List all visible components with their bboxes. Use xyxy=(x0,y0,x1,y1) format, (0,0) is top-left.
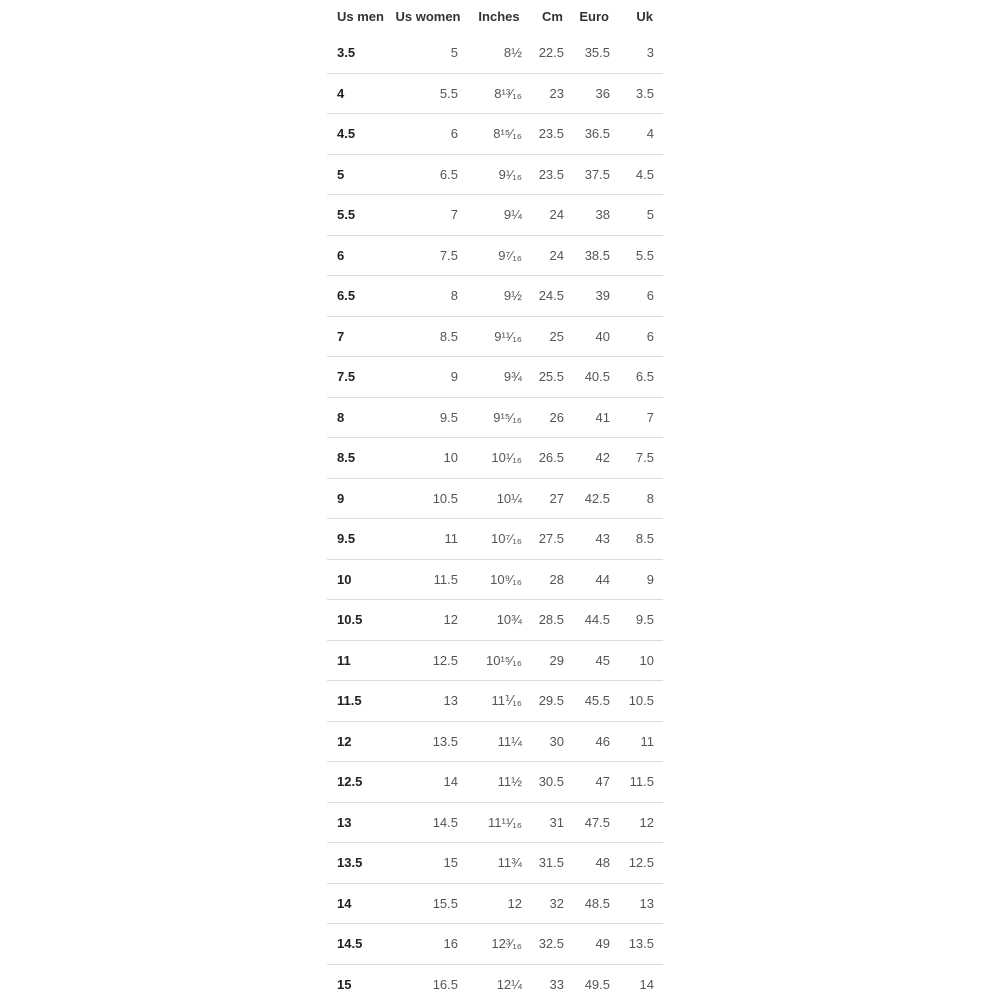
table-row xyxy=(327,438,663,479)
cell-cm: 33 xyxy=(549,976,564,992)
cell-cm: 24.5 xyxy=(531,276,573,317)
cell-us-women: 6 xyxy=(389,114,467,155)
cell-uk: 12 xyxy=(619,802,663,843)
cell-us-men: 9.5 xyxy=(327,519,389,560)
cell-us-men: 8.5 xyxy=(327,438,389,479)
cell-us-women: 15 xyxy=(389,843,467,884)
cell-uk: 8 xyxy=(619,478,663,519)
cell-uk: 13 xyxy=(619,883,663,924)
cell-inches: 12³⁄₁₆ xyxy=(467,924,531,965)
cell-inches: 9¹⁵⁄₁₆ xyxy=(467,397,531,438)
cell-uk: 14 xyxy=(639,976,654,992)
cell-us-men: 7 xyxy=(327,316,389,357)
cell-inches: 12¼ xyxy=(496,976,522,992)
table-row xyxy=(327,397,663,438)
cell-cm: 32.5 xyxy=(531,924,573,965)
cell-euro: 35.5 xyxy=(573,33,619,73)
cell-inches: 9½ xyxy=(467,276,531,317)
cell-cm: 30.5 xyxy=(531,762,573,803)
cell-us-men: 15 xyxy=(337,976,352,992)
cell-euro: 47.5 xyxy=(573,802,619,843)
cell-cm: 23 xyxy=(531,73,573,114)
cell-cm: 30 xyxy=(531,721,573,762)
cell-us-women: 13 xyxy=(389,681,467,722)
header-us-women: Us women xyxy=(395,9,461,24)
cell-cm: 31.5 xyxy=(531,843,573,884)
cell-uk: 3.5 xyxy=(619,73,663,114)
cell-euro: 38 xyxy=(573,195,619,236)
header-row xyxy=(327,0,663,33)
table-row xyxy=(327,114,663,155)
cell-euro: 36.5 xyxy=(573,114,619,155)
table-row xyxy=(327,681,663,722)
cell-us-men: 5 xyxy=(327,154,389,195)
cell-us-men: 4 xyxy=(327,73,389,114)
cell-us-men: 12.5 xyxy=(327,762,389,803)
cell-us-women: 16.5 xyxy=(432,976,458,992)
cell-uk: 6.5 xyxy=(619,357,663,398)
cell-cm: 29.5 xyxy=(531,681,573,722)
cell-inches: 10¾ xyxy=(467,600,531,641)
table-row xyxy=(327,883,663,924)
cell-us-men: 11.5 xyxy=(327,681,389,722)
table-row xyxy=(327,640,663,681)
table-row xyxy=(327,721,663,762)
cell-us-men: 5.5 xyxy=(327,195,389,236)
table-row xyxy=(327,964,663,1000)
cell-us-women: 7.5 xyxy=(389,235,467,276)
cell-cm: 28 xyxy=(531,559,573,600)
table-row xyxy=(327,924,663,965)
cell-cm: 29 xyxy=(531,640,573,681)
cell-euro: 38.5 xyxy=(573,235,619,276)
header-euro: Euro xyxy=(579,9,609,24)
cell-uk: 9.5 xyxy=(619,600,663,641)
cell-us-men: 13 xyxy=(327,802,389,843)
cell-uk: 11 xyxy=(619,721,663,762)
cell-inches: 9¼ xyxy=(467,195,531,236)
cell-uk: 10 xyxy=(619,640,663,681)
cell-us-women: 7 xyxy=(389,195,467,236)
cell-cm: 26 xyxy=(531,397,573,438)
cell-uk: 5.5 xyxy=(619,235,663,276)
cell-cm: 22.5 xyxy=(531,33,573,73)
cell-cm: 32 xyxy=(531,883,573,924)
cell-uk: 13.5 xyxy=(619,924,663,965)
cell-cm: 26.5 xyxy=(531,438,573,479)
cell-inches: 11¾ xyxy=(467,843,531,884)
table-row xyxy=(327,600,663,641)
cell-inches: 10⁷⁄₁₆ xyxy=(467,519,531,560)
cell-uk: 4.5 xyxy=(619,154,663,195)
cell-euro: 44 xyxy=(573,559,619,600)
cell-uk: 9 xyxy=(619,559,663,600)
cell-cm: 31 xyxy=(531,802,573,843)
cell-euro: 49.5 xyxy=(584,976,610,992)
cell-uk: 3 xyxy=(619,33,663,73)
cell-inches: 12 xyxy=(467,883,531,924)
cell-inches: 9¹¹⁄₁₆ xyxy=(467,316,531,357)
cell-uk: 4 xyxy=(619,114,663,155)
cell-euro: 37.5 xyxy=(573,154,619,195)
cell-cm: 27 xyxy=(531,478,573,519)
cell-uk: 5 xyxy=(619,195,663,236)
cell-us-men: 8 xyxy=(327,397,389,438)
cell-inches: 11½ xyxy=(467,762,531,803)
cell-euro: 47 xyxy=(573,762,619,803)
cell-us-women: 16 xyxy=(389,924,467,965)
cell-euro: 48 xyxy=(573,843,619,884)
cell-euro: 36 xyxy=(573,73,619,114)
cell-euro: 39 xyxy=(573,276,619,317)
cell-us-women: 8.5 xyxy=(389,316,467,357)
table-row xyxy=(327,802,663,843)
cell-euro: 49 xyxy=(573,924,619,965)
cell-uk: 12.5 xyxy=(619,843,663,884)
header-cm: Cm xyxy=(542,9,563,24)
cell-us-men: 7.5 xyxy=(327,357,389,398)
cell-us-men: 14 xyxy=(327,883,389,924)
table-row xyxy=(327,843,663,884)
cell-euro: 41 xyxy=(573,397,619,438)
cell-uk: 6 xyxy=(619,276,663,317)
cell-uk: 7.5 xyxy=(619,438,663,479)
cell-inches: 9⁷⁄₁₆ xyxy=(467,235,531,276)
cell-inches: 8½ xyxy=(467,33,531,73)
cell-us-women: 5 xyxy=(389,33,467,73)
cell-cm: 24 xyxy=(531,235,573,276)
cell-uk: 7 xyxy=(619,397,663,438)
cell-inches: 10¼ xyxy=(467,478,531,519)
cell-euro: 40 xyxy=(573,316,619,357)
cell-us-women: 15.5 xyxy=(389,883,467,924)
cell-inches: 9¹⁄₁₆ xyxy=(467,154,531,195)
cell-us-men: 3.5 xyxy=(327,33,389,73)
cell-inches: 11⅟₁₆ xyxy=(467,681,531,722)
cell-us-men: 6.5 xyxy=(327,276,389,317)
cell-us-women: 9.5 xyxy=(389,397,467,438)
cell-cm: 28.5 xyxy=(531,600,573,641)
cell-us-men: 12 xyxy=(327,721,389,762)
cell-us-women: 9 xyxy=(389,357,467,398)
cell-cm: 23.5 xyxy=(531,154,573,195)
cell-uk: 6 xyxy=(619,316,663,357)
cell-us-women: 14.5 xyxy=(389,802,467,843)
cell-us-women: 13.5 xyxy=(389,721,467,762)
cell-inches: 8¹³⁄₁₆ xyxy=(467,73,531,114)
cell-cm: 23.5 xyxy=(531,114,573,155)
cell-us-women: 12 xyxy=(389,600,467,641)
table-row xyxy=(327,154,663,195)
cell-euro: 45.5 xyxy=(573,681,619,722)
size-table-body xyxy=(327,33,663,1000)
cell-us-men: 13.5 xyxy=(327,843,389,884)
table-row xyxy=(327,73,663,114)
cell-euro: 48.5 xyxy=(573,883,619,924)
table-row xyxy=(327,276,663,317)
cell-us-men: 4.5 xyxy=(327,114,389,155)
table-row xyxy=(327,559,663,600)
cell-euro: 45 xyxy=(573,640,619,681)
cell-us-men: 6 xyxy=(327,235,389,276)
table-row xyxy=(327,195,663,236)
cell-euro: 40.5 xyxy=(573,357,619,398)
cell-euro: 42 xyxy=(573,438,619,479)
cell-us-men: 11 xyxy=(327,640,389,681)
cell-us-men: 10.5 xyxy=(327,600,389,641)
cell-cm: 25.5 xyxy=(531,357,573,398)
size-chart-table xyxy=(327,0,663,1000)
cell-us-women: 11.5 xyxy=(389,559,467,600)
cell-euro: 42.5 xyxy=(573,478,619,519)
cell-us-women: 10 xyxy=(389,438,467,479)
header-uk: Uk xyxy=(636,9,653,24)
table-row xyxy=(327,519,663,560)
table-row xyxy=(327,235,663,276)
cell-us-women: 8 xyxy=(389,276,467,317)
cell-euro: 43 xyxy=(573,519,619,560)
cell-us-men: 9 xyxy=(327,478,389,519)
header-inches: Inches xyxy=(478,9,520,24)
cell-us-women: 11 xyxy=(389,519,467,560)
cell-us-men: 14.5 xyxy=(327,924,389,965)
cell-inches: 11¼ xyxy=(467,721,531,762)
cell-cm: 25 xyxy=(531,316,573,357)
cell-uk: 8.5 xyxy=(619,519,663,560)
table-row xyxy=(327,316,663,357)
header-us-men: Us men xyxy=(337,9,384,24)
cell-us-men: 10 xyxy=(327,559,389,600)
cell-us-women: 12.5 xyxy=(389,640,467,681)
cell-us-women: 5.5 xyxy=(389,73,467,114)
cell-inches: 10⁹⁄₁₆ xyxy=(467,559,531,600)
cell-inches: 10¹⁄₁₆ xyxy=(467,438,531,479)
cell-inches: 8¹⁵⁄₁₆ xyxy=(467,114,531,155)
table-row xyxy=(327,33,663,73)
table-row xyxy=(327,357,663,398)
cell-us-women: 10.5 xyxy=(389,478,467,519)
cell-cm: 24 xyxy=(531,195,573,236)
cell-us-women: 6.5 xyxy=(389,154,467,195)
cell-cm: 27.5 xyxy=(531,519,573,560)
cell-euro: 46 xyxy=(573,721,619,762)
cell-uk: 10.5 xyxy=(619,681,663,722)
cell-inches: 9¾ xyxy=(467,357,531,398)
cell-euro: 44.5 xyxy=(573,600,619,641)
table-row xyxy=(327,762,663,803)
cell-uk: 11.5 xyxy=(619,762,663,803)
cell-us-women: 14 xyxy=(389,762,467,803)
table-row xyxy=(327,478,663,519)
cell-inches: 10¹⁵⁄₁₆ xyxy=(467,640,531,681)
cell-inches: 11¹¹⁄₁₆ xyxy=(467,802,531,843)
